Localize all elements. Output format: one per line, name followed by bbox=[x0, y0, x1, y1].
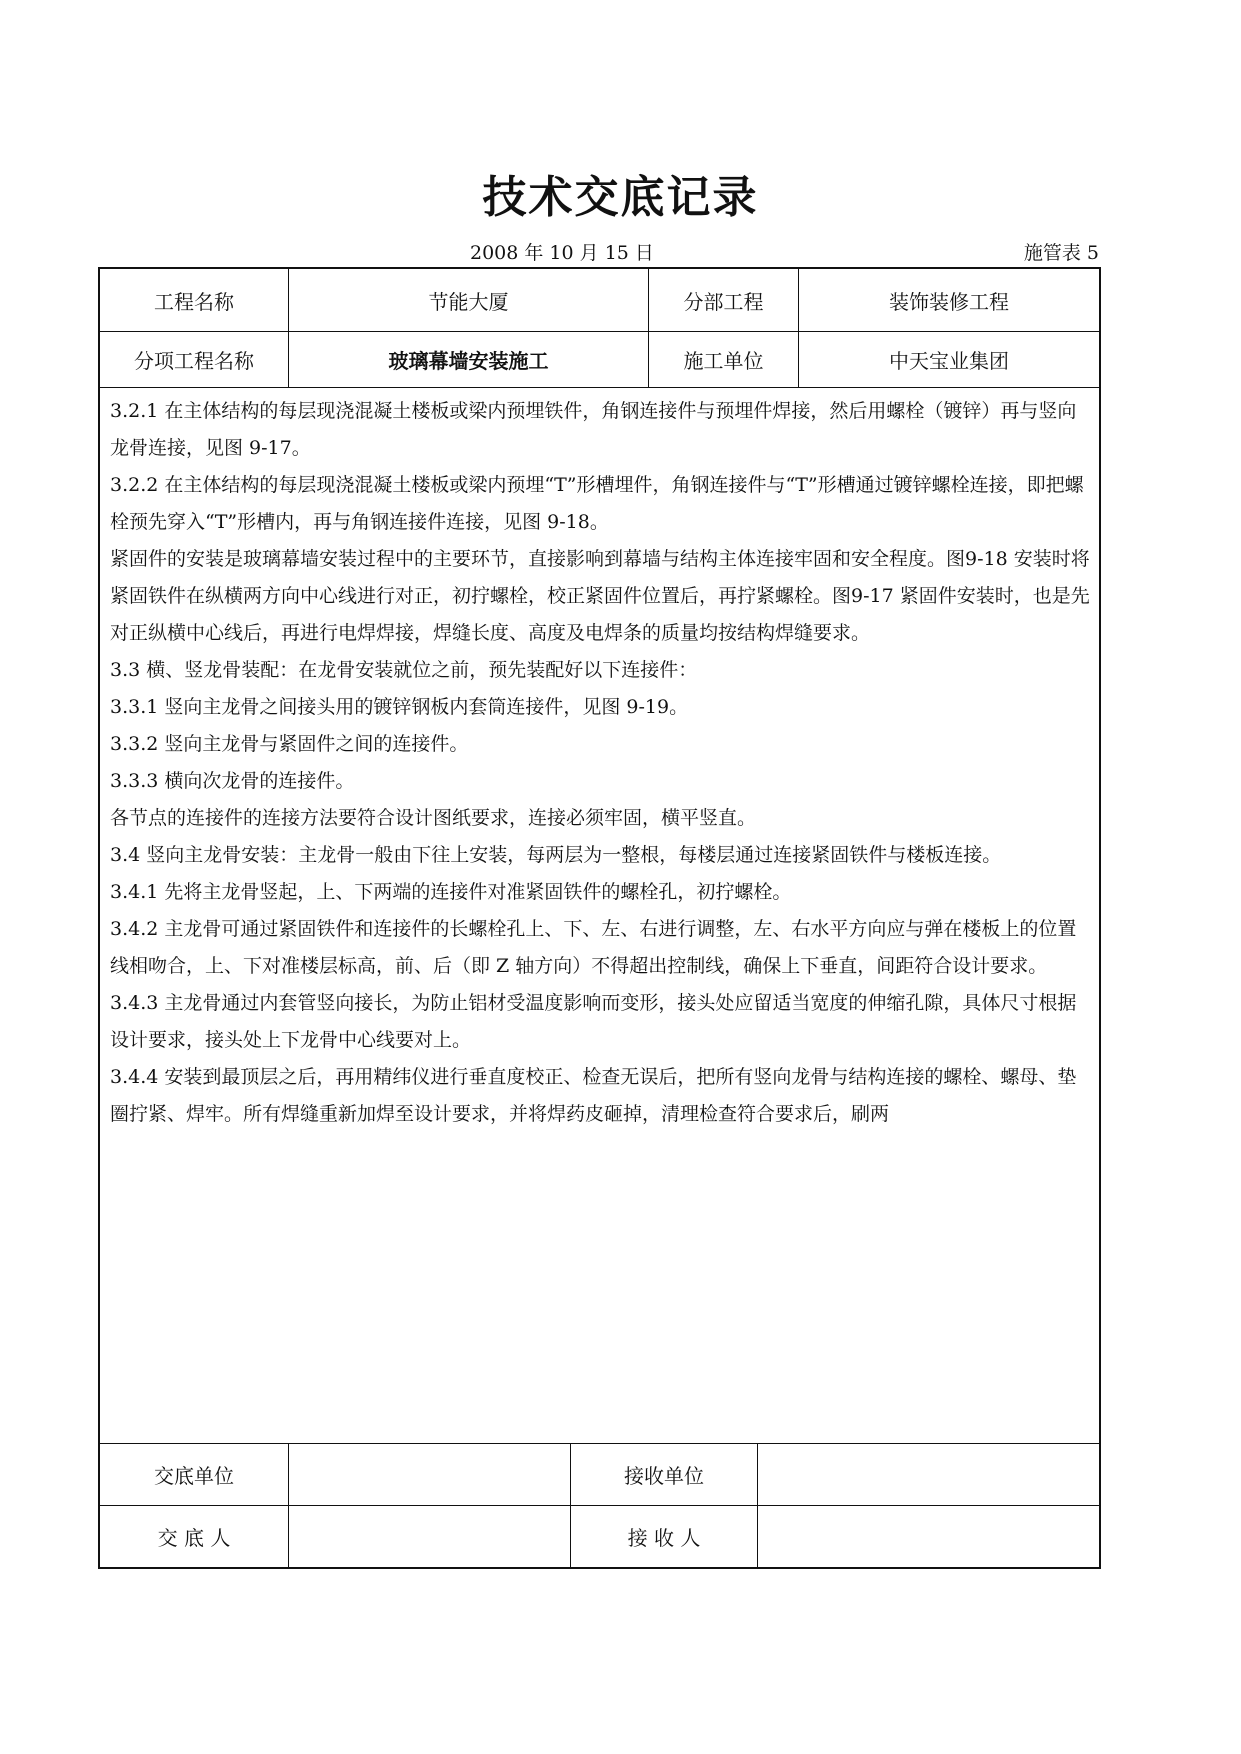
handover-unit-label: 交底单位 bbox=[100, 1444, 289, 1505]
paragraph: 3.3.2 竖向主龙骨与紧固件之间的连接件。 bbox=[110, 733, 469, 755]
division-label: 分部工程 bbox=[649, 269, 799, 331]
contractor-label: 施工单位 bbox=[649, 332, 799, 387]
subitem-label: 分项工程名称 bbox=[100, 332, 289, 387]
signoff-row-units bbox=[100, 1443, 1099, 1506]
info-row-project bbox=[100, 269, 1099, 332]
receiving-unit-field[interactable] bbox=[758, 1444, 1099, 1505]
paragraph: 3.3 横、竖龙骨装配：在龙骨安装就位之前，预先装配好以下连接件： bbox=[110, 659, 698, 681]
handover-person-field[interactable] bbox=[289, 1506, 571, 1567]
handover-unit-field[interactable] bbox=[289, 1444, 571, 1505]
paragraph: 3.3.1 竖向主龙骨之间接头用的镀锌钢板内套筒连接件，见图 9-19。 bbox=[110, 696, 689, 718]
info-row-subitem bbox=[100, 332, 1099, 388]
paragraph: 3.2.1 在主体结构的每层现浇混凝土楼板或梁内预埋铁件，角钢连接件与预埋件焊接，然后用螺栓（镀锌）再与竖向龙骨连接，见图 9-17。 bbox=[110, 400, 1077, 459]
signoff-row-persons bbox=[100, 1506, 1099, 1567]
document-date: 2008 年 10 月 15 日 bbox=[470, 242, 654, 264]
receiving-unit-label: 接收单位 bbox=[571, 1444, 758, 1505]
receiver-field[interactable] bbox=[758, 1506, 1099, 1567]
paragraph: 各节点的连接件的连接方法要符合设计图纸要求，连接必须牢固，横平竖直。 bbox=[110, 807, 757, 829]
division-value: 装饰装修工程 bbox=[889, 289, 1009, 314]
paragraph: 紧固件的安装是玻璃幕墙安装过程中的主要环节，直接影响到幕墙与结构主体连接牢固和安全程度。图9-18 安装时将紧固铁件在纵横两方向中心线进行对正，初拧螺栓，校正紧固件位置后，再拧紧螺栓。图9-17 紧固件安装时，也是先对正纵横中心线后，再进行电焊焊接，焊缝长度、高度及电焊条的质量均按结构焊缝要求。 bbox=[110, 548, 1090, 644]
form-number: 施管表 5 bbox=[1023, 242, 1099, 264]
receiver-label: 接 收 人 bbox=[571, 1506, 758, 1567]
paragraph: 3.4 竖向主龙骨安装：主龙骨一般由下往上安装，每两层为一整根，每楼层通过连接紧固铁件与楼板连接。 bbox=[110, 844, 1002, 866]
project-name-value: 节能大厦 bbox=[289, 269, 649, 331]
document-title: 技术交底记录 bbox=[482, 172, 759, 223]
paragraph: 3.4.1 先将主龙骨竖起，上、下两端的连接件对准紧固铁件的螺栓孔，初拧螺栓。 bbox=[110, 881, 792, 903]
contractor-value: 中天宝业集团 bbox=[889, 349, 1009, 373]
paragraph: 3.3.3 横向次龙骨的连接件。 bbox=[110, 770, 355, 792]
record-sheet bbox=[98, 267, 1101, 1569]
disclosure-content bbox=[110, 393, 1092, 1455]
paragraph: 3.4.4 安装到最顶层之后，再用精纬仪进行垂直度校正、检查无误后，把所有竖向龙骨与结构连接的螺栓、螺母、垫圈拧紧、焊牢。所有焊缝重新加焊至设计要求，并将焊药皮砸掉，清理检查符合要求后，刷两 bbox=[110, 1066, 1077, 1125]
paragraph: 3.2.2 在主体结构的每层现浇混凝土楼板或梁内预埋“T”形槽埋件，角钢连接件与“T”形槽通过镀锌螺栓连接，即把螺栓预先穿入“T”形槽内，再与角钢连接件连接，见图 9-18。 bbox=[110, 474, 1084, 533]
project-name-label: 工程名称 bbox=[100, 269, 289, 331]
handover-person-label: 交 底 人 bbox=[100, 1506, 289, 1567]
subitem-value: 玻璃幕墙安装施工 bbox=[289, 332, 649, 387]
paragraph: 3.4.3 主龙骨通过内套管竖向接长，为防止铝材受温度影响而变形，接头处应留适当宽度的伸缩孔隙，具体尺寸根据设计要求，接头处上下龙骨中心线要对上。 bbox=[110, 992, 1077, 1051]
paragraph: 3.4.2 主龙骨可通过紧固铁件和连接件的长螺栓孔上、下、左、右进行调整，左、右水平方向应与弹在楼板上的位置线相吻合，上、下对准楼层标高，前、后（即 Z 轴方向）不得超出控制线，确保上下垂直，间距符合设计要求。 bbox=[110, 918, 1077, 977]
